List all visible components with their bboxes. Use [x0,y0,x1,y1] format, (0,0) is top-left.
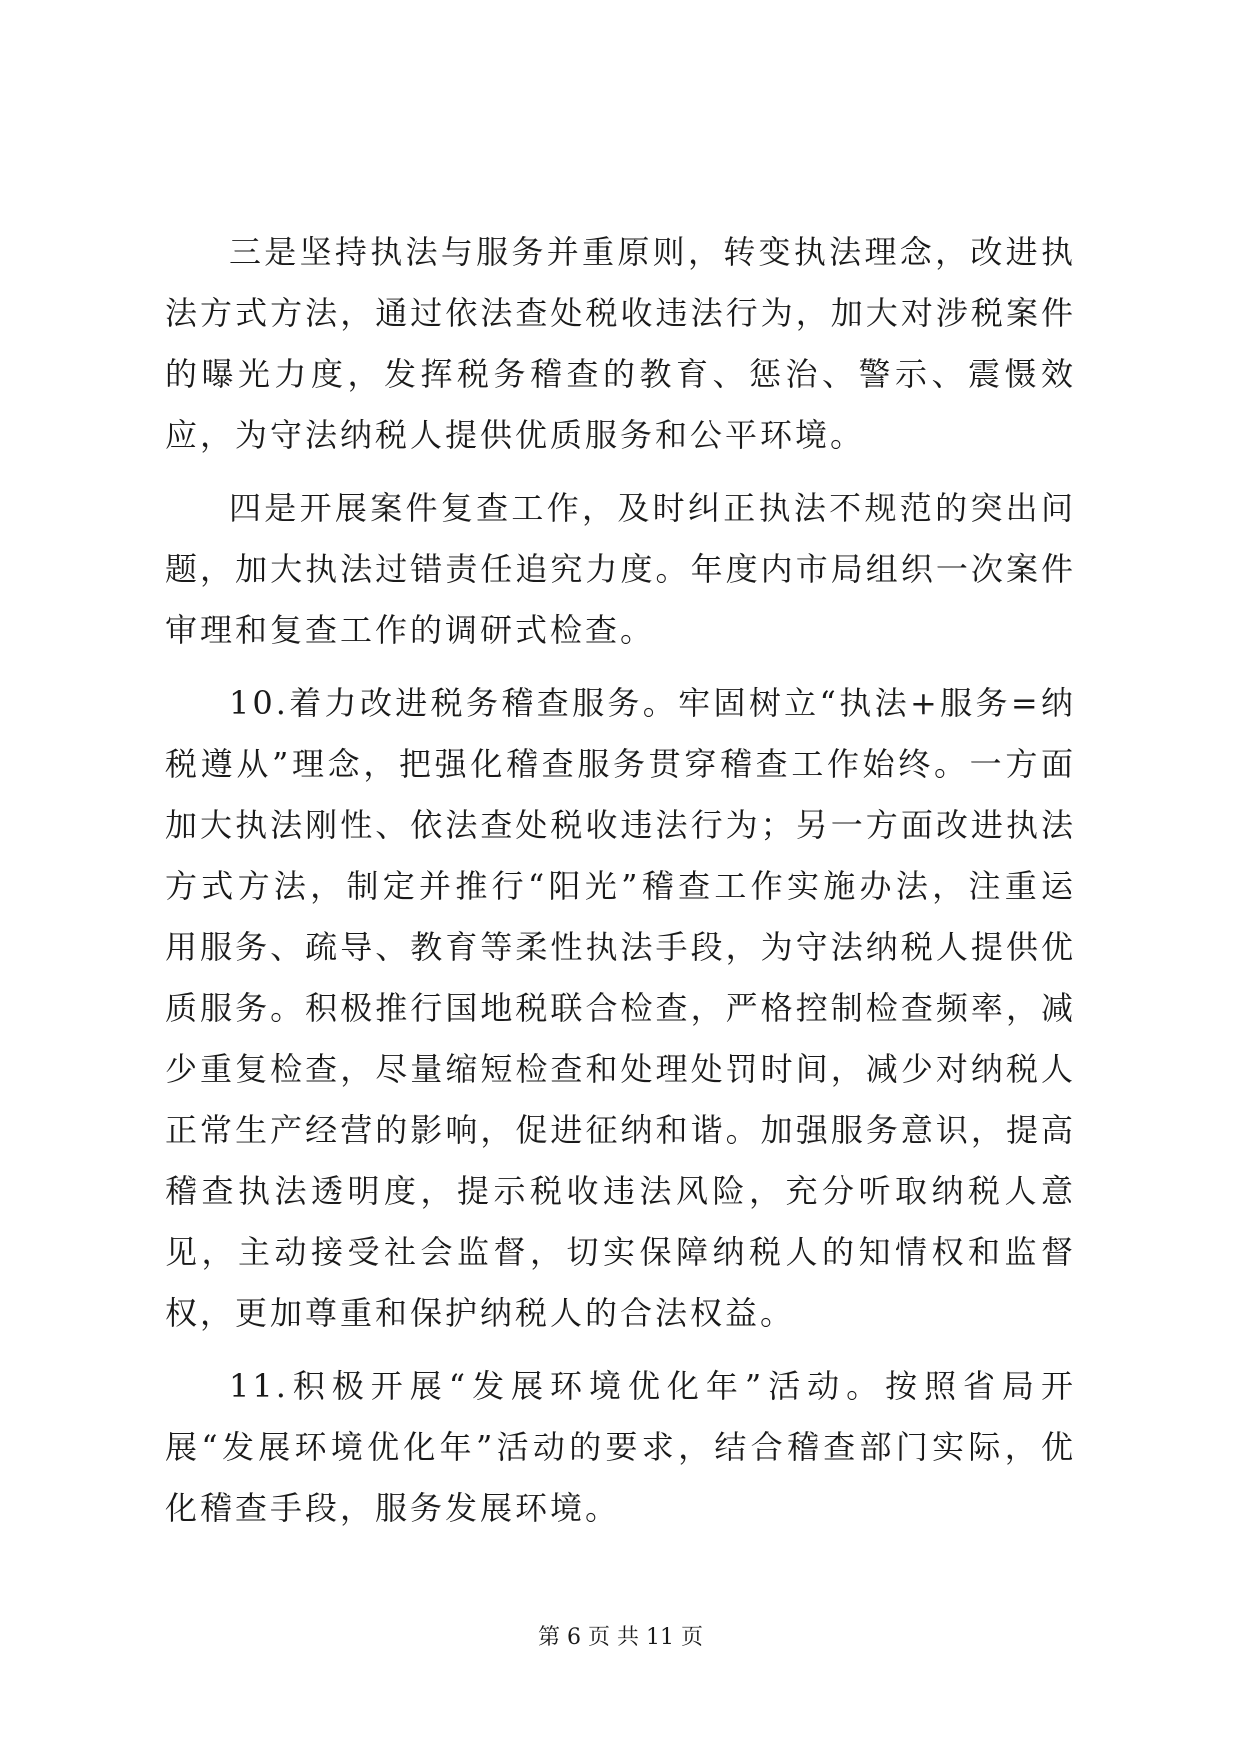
page-number-footer: 第 6 页 共 11 页 [538,1625,703,1650]
paragraph-principle-four: 四是开展案件复查工作，及时纠正执法不规范的突出问题，加大执法过错责任追究力度。年度内市局组织一次案件审理和复查工作的调研式检查。 [165,489,1076,649]
document-body [165,222,1076,1551]
paragraph-item-11: 11.积极开展“发展环境优化年”活动。按照省局开展“发展环境优化年”活动的要求，结合稽查部门实际，优化稽查手段，服务发展环境。 [165,1367,1076,1527]
paragraph-principle-three: 三是坚持执法与服务并重原则，转变执法理念，改进执法方式方法，通过依法查处税收违法行为，加大对涉税案件的曝光力度，发挥税务稽查的教育、惩治、警示、震慑效应，为守法纳税人提供优质服务和公平环境。 [165,233,1076,454]
paragraph-item-10: 10.着力改进税务稽查服务。牢固树立“执法+服务=纳税遵从”理念，把强化稽查服务贯穿稽查工作始终。一方面加大执法刚性、依法查处税收违法行为；另一方面改进执法方式方法，制定并推行“阳光”稽查工作实施办法，注重运用服务、疏导、教育等柔性执法手段，为守法纳税人提供优质服务。积极推行国地税联合检查，严格控制检查频率，减少重复检查，尽量缩短检查和处理处罚时间，减少对纳税人正常生产经营的影响，促进征纳和谐。加强服务意识，提高稽查执法透明度，提示税收违法风险，充分听取纳税人意见，主动接受社会监督，切实保障纳税人的知情权和监督权，更加尊重和保护纳税人的合法权益。 [165,684,1076,1332]
